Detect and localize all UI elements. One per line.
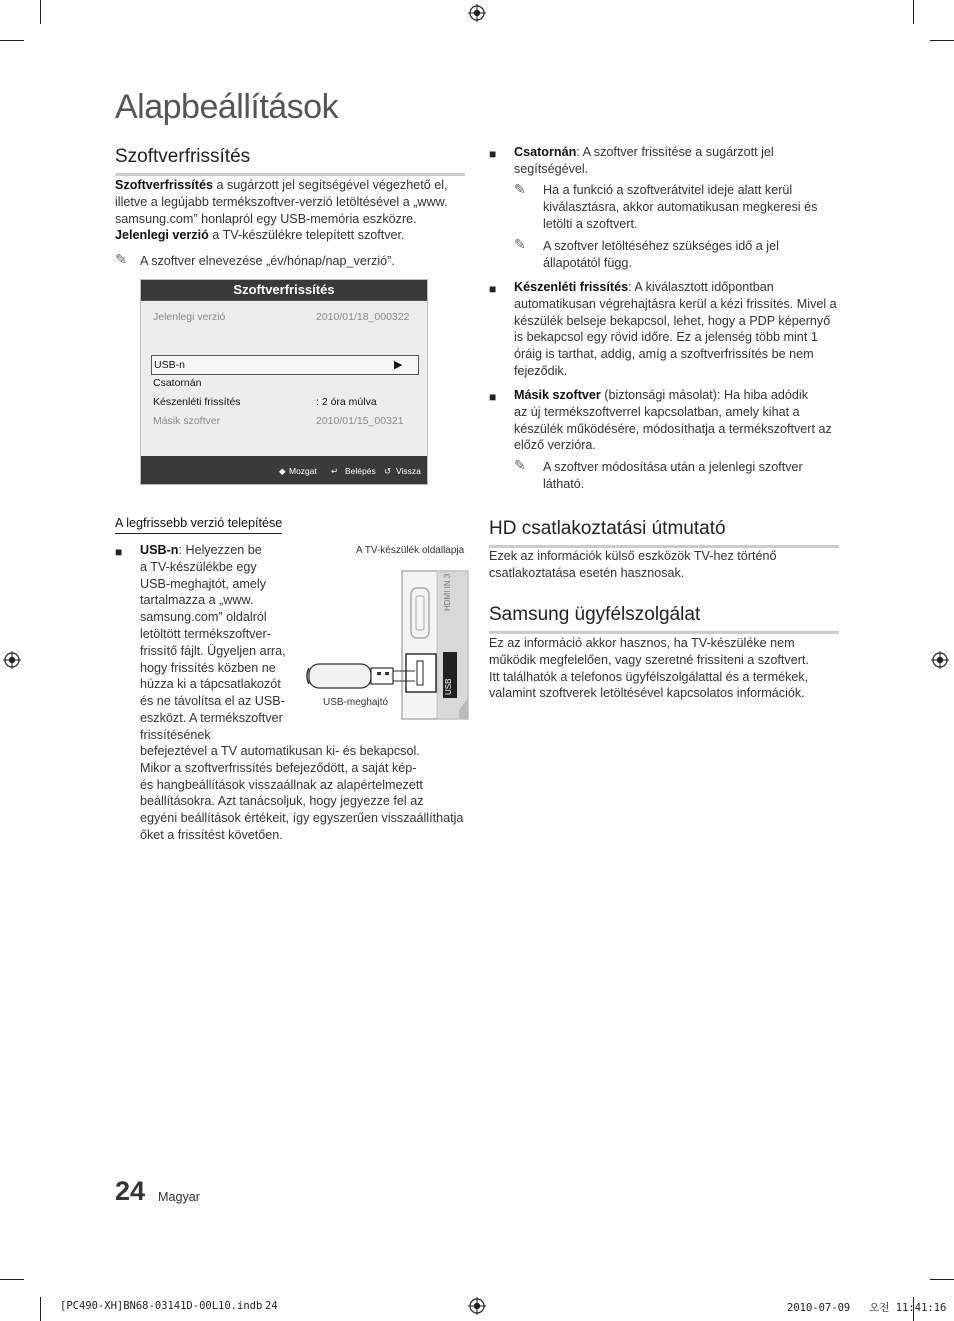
note-icon: ✎ xyxy=(514,181,526,197)
page-title: Alapbeállítások xyxy=(115,88,339,126)
page-number: 24 xyxy=(115,1176,146,1206)
osd-move-label: Mozgat xyxy=(289,466,317,476)
hd-guide-paragraph: Ezek az információk külső eszközök TV-hez történő csatlakoztatása esetén hasznosak. xyxy=(489,549,777,580)
crop-mark xyxy=(40,0,41,24)
osd-alt-value: 2010/01/15_00321 xyxy=(316,415,404,427)
osd-current-value: 2010/01/18_000322 xyxy=(316,311,410,323)
usb-paragraph-narrow: USB-n: Helyezzen be a TV-készülékbe egy USB-meghajtót, amely tartalmazza a „www. samsung.com” oldalról letöltött termékszoftver- frissítő fájlt. Ügyeljen arra, hogy frissítés közben ne húzza ki a tápcsatlakozót és ne távolítsa el az USB- eszközt. A termékszoftver frissítésének xyxy=(140,543,286,742)
section-heading-customer-service: Samsung ügyfélszolgálat xyxy=(489,604,839,634)
figure-usb-port-label: USB xyxy=(444,678,453,695)
osd-enter-label: Belépés xyxy=(345,466,376,476)
channel-term: Csatornán xyxy=(514,145,577,159)
osd-usb-option[interactable] xyxy=(151,355,419,375)
crop-mark xyxy=(930,40,954,41)
footer-timestamp: 2010-07-09 오전 11:41:16 xyxy=(787,1302,947,1314)
osd-standby-option[interactable]: Készenléti frissítés xyxy=(153,396,241,408)
page-language: Magyar xyxy=(158,1190,200,1204)
osd-footer xyxy=(141,456,427,484)
standby-paragraph: Készenléti frissítés: A kiválasztott időpontban automatikusan végrehajtásra kerül a kézi frissítés. Mivel a készülék belseje bekapcsol, lehet, hogy a PDP képernyő is bekapcsol egy rövid időre. Ez a jelenség több mint 1 óráig is tarthat, addig, amíg a szoftverfrissítés be nem fejeződik. xyxy=(514,280,837,378)
alt-software-term: Másik szoftver xyxy=(514,388,601,402)
osd-alt-option[interactable]: Másik szoftver xyxy=(153,415,221,427)
customer-service-paragraph: Ez az információ akkor hasznos, ha TV-készüléke nem működik megfelelően, vagy szeretné frissíteni a szoftvert. Itt találhatók a telefonos ügyfélszolgálattal és a termékek, valamint szoftverek letöltésével kapcsolatos információk. xyxy=(489,636,809,701)
section-heading-software-update: Szoftverfrissítés xyxy=(115,146,465,176)
crop-mark xyxy=(930,1279,954,1280)
osd-standby-value: : 2 óra múlva xyxy=(316,396,377,408)
osd-back-label: Vissza xyxy=(396,466,421,476)
back-icon: ↺ xyxy=(384,466,392,476)
figure-hdmi-port-label: HDMI IN 3 xyxy=(443,573,452,611)
alt-software-paragraph: Másik szoftver (biztonsági másolat): Ha hiba adódik az új termékszoftverrel kapcsolatban, amely kihat a készülék működésére, módosíthatja a termékszoftvert az előző verzióra. xyxy=(514,388,832,453)
alt-software-note: A szoftver módosítása után a jelenlegi szoftver látható. xyxy=(543,460,803,491)
crop-mark xyxy=(40,1297,41,1321)
figure-tv-side-label: A TV-készülék oldallapja xyxy=(356,545,465,556)
software-update-osd xyxy=(140,279,428,485)
note-icon: ✎ xyxy=(115,251,127,267)
bullet-icon: ■ xyxy=(489,147,497,161)
note-icon: ✎ xyxy=(514,457,526,473)
channel-paragraph: Csatornán: A szoftver frissítése a sugárzott jel segítségével. xyxy=(514,145,774,176)
registration-mark-icon xyxy=(3,651,21,669)
subheading-install-latest: A legfrissebb verzió telepítése xyxy=(115,516,282,534)
crop-mark xyxy=(0,40,24,41)
crop-mark xyxy=(913,0,914,24)
registration-mark-icon xyxy=(468,4,486,22)
enter-icon: ↵ xyxy=(331,466,339,476)
bullet-icon: ■ xyxy=(115,545,123,559)
current-version-term: Jelenlegi verzió xyxy=(115,228,209,243)
footer-page: 24 xyxy=(265,1300,278,1312)
usb-term: USB-n xyxy=(140,543,179,557)
bullet-icon: ■ xyxy=(489,390,497,404)
note-icon: ✎ xyxy=(514,236,526,252)
crop-mark xyxy=(0,1279,24,1280)
intro-paragraph: Szoftverfrissítés a sugárzott jel segítségével végezhető el, illetve a legújabb termékszoftver-verzió letöltésével a „www. samsung.com” honlapról egy USB-memória eszközre. Jelenlegi verzió a TV-készülékre telepített szoftver. xyxy=(115,178,448,243)
figure-usb-drive-label: USB-meghajtó xyxy=(323,697,389,708)
intro-term: Szoftverfrissítés xyxy=(115,178,213,192)
section-heading-hd-guide: HD csatlakoztatási útmutató xyxy=(489,518,839,548)
chevron-right-icon: ▶ xyxy=(394,359,403,371)
osd-title: Szoftverfrissítés xyxy=(141,280,427,300)
osd-current-label: Jelenlegi verzió xyxy=(153,311,226,323)
osd-usb-label: USB-n xyxy=(154,359,185,371)
registration-mark-icon xyxy=(931,651,949,669)
move-icon: ◆ xyxy=(279,466,286,476)
bullet-icon: ■ xyxy=(489,282,497,296)
footer-file-name: [PC490-XH]BN68-03141D-00L10.indb xyxy=(60,1300,263,1312)
note-naming: A szoftver elnevezése „év/hónap/nap_verzió”. xyxy=(140,254,395,268)
channel-note-2: A szoftver letöltéséhez szükséges idő a jel állapotától függ. xyxy=(543,239,779,270)
usb-paragraph-wide: befejeztével a TV automatikusan ki- és bekapcsol. Mikor a szoftverfrissítés befejeződött, a saját kép- és hangbeállítások visszaállnak az alapértelmezett beállításokra. Azt tanácsoljuk, hogy jegyezze fel az egyéni beállítások értékeit, így egyszerűen visszaállíthatja őket a frissítést követően. xyxy=(140,744,464,842)
channel-note-1: Ha a funkció a szoftverátvitel ideje alatt kerül kiválasztásra, akkor automatikusan megkeresi és letölti a szoftvert. xyxy=(543,183,818,231)
standby-term: Készenléti frissítés xyxy=(514,280,629,294)
osd-channel-option[interactable]: Csatornán xyxy=(153,377,202,389)
registration-mark-icon xyxy=(468,1297,486,1315)
